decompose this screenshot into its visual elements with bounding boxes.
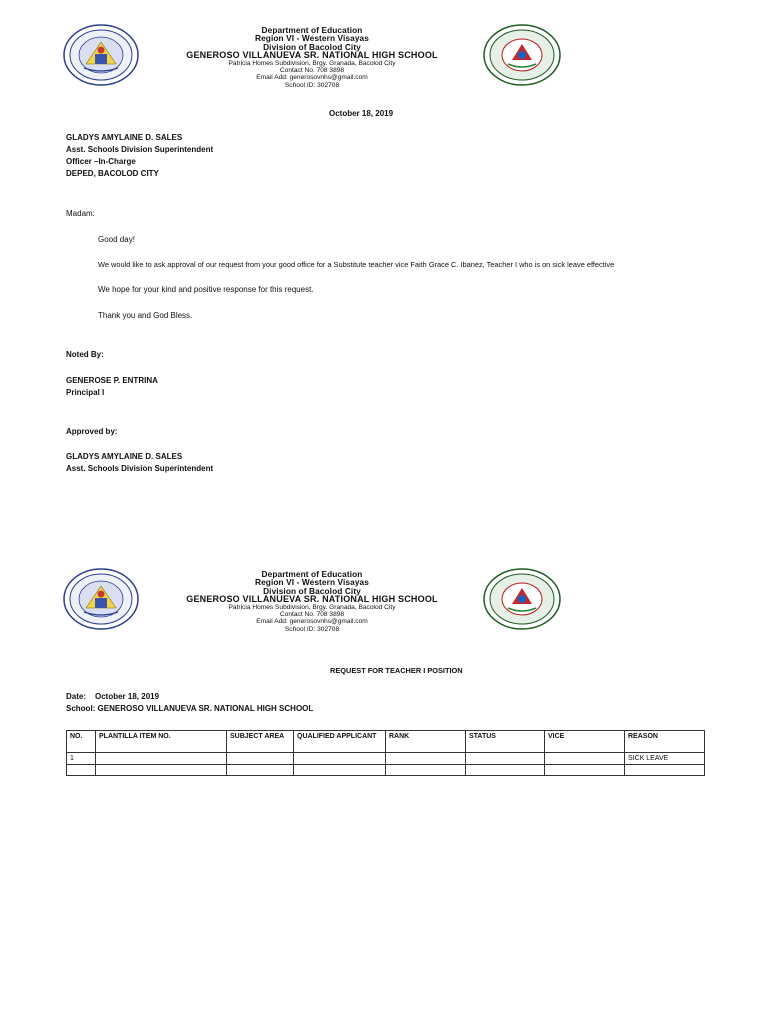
table-cell bbox=[545, 765, 625, 776]
letter-body-hope: We hope for your kind and positive response for this request. bbox=[98, 285, 314, 294]
request-school-line: School: GENEROSO VILLANUEVA SR. NATIONAL HIGH SCHOOL bbox=[66, 704, 314, 713]
table-cell bbox=[386, 753, 466, 765]
table-cell bbox=[294, 753, 386, 765]
table-cell bbox=[386, 765, 466, 776]
letterhead-text bbox=[152, 26, 472, 89]
approved-label: Approved by: bbox=[66, 427, 118, 436]
greeting: Good day! bbox=[98, 235, 135, 244]
table-cell bbox=[466, 753, 545, 765]
school-address: Patricia Homes Subdivision, Brgy. Granada, Bacolod City bbox=[228, 603, 396, 611]
school-id: School ID: 302708 bbox=[284, 625, 340, 633]
table-cell: 1 bbox=[67, 753, 96, 765]
region-name: Region VI - Western Visayas bbox=[255, 577, 369, 588]
letter-body-request: We would like to ask approval of our request from your good office for a Substitute teacher vice Faith Grace C. Ibanez, Teacher I who is on sick leave effective bbox=[98, 260, 615, 269]
letterhead-text bbox=[152, 570, 472, 633]
deped-seal-icon bbox=[62, 568, 140, 630]
column-header: VICE bbox=[545, 731, 625, 753]
request-table bbox=[66, 730, 705, 776]
table-cell bbox=[67, 765, 96, 776]
recipient-name: GLADYS AMYLAINE D. SALES bbox=[66, 133, 183, 142]
school-name: GENEROSO VILLANUEVA SR. NATIONAL HIGH SCHOOL bbox=[186, 593, 438, 604]
department-name: Department of Education bbox=[261, 569, 363, 579]
table-cell: SICK LEAVE bbox=[625, 753, 705, 765]
recipient-title: Asst. Schools Division Superintendent bbox=[66, 145, 214, 154]
table-cell bbox=[96, 753, 227, 765]
noted-title: Principal I bbox=[66, 388, 105, 397]
column-header: QUALIFIED APPLICANT bbox=[294, 731, 386, 753]
table-row bbox=[67, 765, 705, 776]
letter-closing: Thank you and God Bless. bbox=[98, 311, 193, 320]
school-seal-icon bbox=[482, 568, 562, 630]
letterhead bbox=[62, 24, 707, 89]
table-cell bbox=[227, 765, 294, 776]
request-date-value: October 18, 2019 bbox=[95, 692, 160, 701]
column-header: SUBJECT AREA bbox=[227, 731, 294, 753]
recipient-office: DEPED, BACOLOD CITY bbox=[66, 169, 159, 178]
request-date-label: Date: bbox=[66, 692, 87, 701]
table-cell bbox=[227, 753, 294, 765]
column-header: STATUS bbox=[466, 731, 545, 753]
request-title: REQUEST FOR TEACHER I POSITION bbox=[330, 666, 463, 675]
school-email: Email Add: generosovnhs@gmail.com bbox=[256, 74, 368, 82]
table-header-row bbox=[67, 731, 705, 753]
letterhead-second bbox=[62, 568, 707, 633]
deped-seal-icon bbox=[62, 24, 140, 86]
recipient-title-oic: Officer –In-Charge bbox=[66, 157, 136, 166]
approved-title: Asst. Schools Division Superintendent bbox=[66, 464, 214, 473]
school-address: Patricia Homes Subdivision, Brgy. Granada, Bacolod City bbox=[228, 59, 396, 67]
table-cell bbox=[96, 765, 227, 776]
school-seal-icon bbox=[482, 24, 562, 86]
letter-date: October 18, 2019 bbox=[329, 109, 394, 118]
school-id: School ID: 302708 bbox=[284, 81, 340, 89]
table-row bbox=[67, 753, 705, 765]
approved-name: GLADYS AMYLAINE D. SALES bbox=[66, 452, 183, 461]
region-name: Region VI - Western Visayas bbox=[255, 33, 369, 44]
school-contact: Contact No. 708 3898 bbox=[279, 67, 345, 75]
table-cell bbox=[625, 765, 705, 776]
table-cell bbox=[294, 765, 386, 776]
column-header: NO. bbox=[67, 731, 96, 753]
noted-name: GENEROSE P. ENTRINA bbox=[66, 376, 158, 385]
division-name: Division of Bacolod City bbox=[263, 585, 361, 596]
column-header: PLANTILLA ITEM NO. bbox=[96, 731, 227, 753]
column-header: RANK bbox=[386, 731, 466, 753]
table-cell bbox=[466, 765, 545, 776]
school-contact: Contact No. 708 3898 bbox=[279, 611, 345, 619]
column-header: REASON bbox=[625, 731, 705, 753]
salutation: Madam: bbox=[66, 209, 95, 218]
division-name: Division of Bacolod City bbox=[263, 41, 361, 52]
department-name: Department of Education bbox=[261, 25, 363, 35]
table-cell bbox=[545, 753, 625, 765]
school-name: GENEROSO VILLANUEVA SR. NATIONAL HIGH SCHOOL bbox=[186, 49, 438, 60]
school-email: Email Add: generosovnhs@gmail.com bbox=[256, 618, 368, 626]
noted-label: Noted By: bbox=[66, 350, 104, 359]
